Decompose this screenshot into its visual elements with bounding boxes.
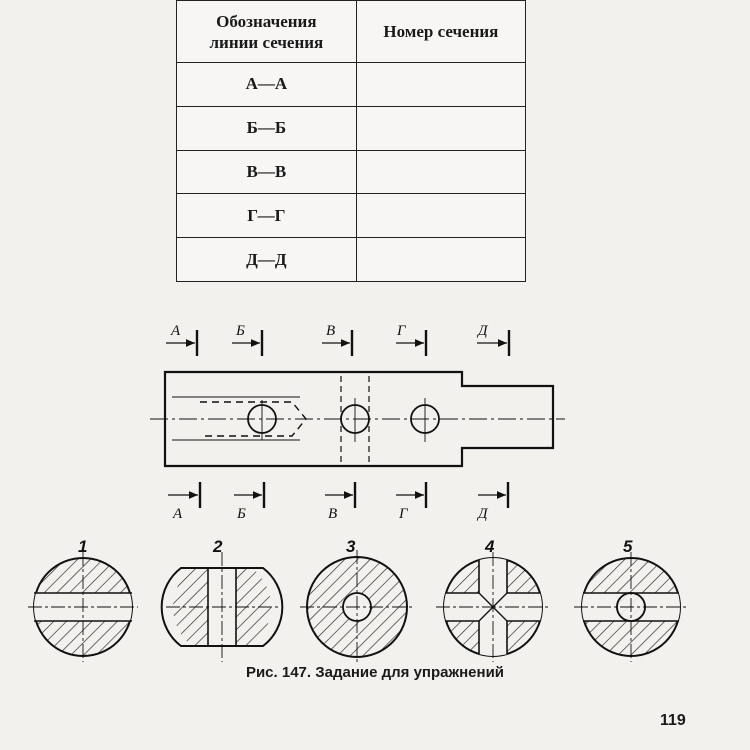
cut-label-bottom: Д [478,506,488,522]
cut-label-bottom: Б [237,506,246,522]
header-line-1: Обозначения [216,11,317,31]
section-number: 1 [78,537,88,556]
cut-label-top: Д [478,323,488,339]
header-line-2: линии сечения [209,32,324,52]
cut-label-bottom: В [328,506,338,522]
table-header-section-number: Номер сечения [356,1,525,63]
cut-label-bottom: Г [399,506,408,522]
table-cell-designation: Б—Б [177,106,357,150]
table-cell-designation: Г—Г [177,194,357,238]
table-cell-designation: А—А [177,63,357,107]
cut-label-bottom: А [173,506,183,522]
section-2 [162,537,283,662]
cut-label-top: В [326,323,336,339]
cut-marks-top [166,323,509,356]
cut-label-top: Б [236,323,245,339]
cut-marks-bottom [168,482,508,522]
section-4 [436,537,550,662]
section-number: 2 [213,537,223,556]
section-number: 5 [623,537,633,556]
section-number: 4 [485,537,495,556]
page-number: 119 [660,712,686,729]
table-cell-designation: В—В [177,150,357,194]
section-1 [28,537,138,662]
section-number: 3 [346,537,356,556]
cut-label-top: Г [397,323,406,339]
section-5 [574,537,688,662]
figure-caption: Рис. 147. Задание для упражнений [245,664,505,681]
shaft-part [150,372,565,466]
cut-label-top: А [171,323,181,339]
section-3 [300,537,414,664]
table-cell-designation: Д—Д [177,238,357,282]
